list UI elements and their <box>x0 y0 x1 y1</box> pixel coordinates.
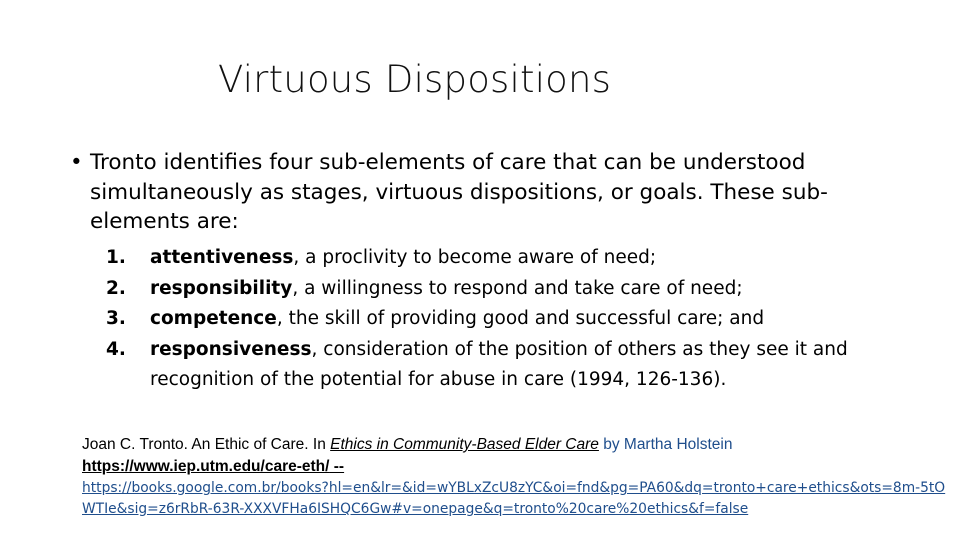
item-description: , the skill of providing good and successful care; and <box>276 308 765 329</box>
sub-elements-list <box>100 243 890 396</box>
item-number: 1. <box>106 247 126 268</box>
intro-bullet <box>70 148 870 237</box>
item-description: , a proclivity to become aware of need; <box>293 247 657 268</box>
item-term: responsibility <box>150 277 293 299</box>
citation-suffix: by Martha Holstein <box>598 436 733 453</box>
item-number: 4. <box>106 338 126 360</box>
citation-prefix: Joan C. Tronto. An Ethic of Care. In <box>82 436 331 453</box>
link-separator: -- <box>329 458 345 475</box>
item-term: responsiveness <box>150 338 312 360</box>
item-term: competence <box>150 308 277 329</box>
list-item <box>100 243 890 274</box>
list-item <box>100 274 890 305</box>
list-item <box>100 335 890 396</box>
bullet-marker: • <box>70 150 83 175</box>
iep-link[interactable]: https://www.iep.utm.edu/care-eth/ <box>82 458 330 475</box>
book-title-link[interactable]: Ethics in Community-Based Elder Care <box>330 436 599 453</box>
slide-title: Virtuous Dispositions <box>218 58 612 101</box>
item-number: 3. <box>106 308 126 329</box>
google-books-url-block <box>82 478 952 520</box>
citation <box>82 434 942 478</box>
item-term: attentiveness <box>150 247 294 268</box>
intro-text: Tronto identifies four sub-elements of care that can be understood simultaneously as stages, virtuous dispositions, or goals. These sub-elements are: <box>90 150 828 234</box>
item-description: , a willingness to respond and take care of need; <box>292 277 743 299</box>
item-number: 2. <box>106 277 126 299</box>
list-item <box>100 304 890 335</box>
item-description: , consideration of the position of others as they see it and recognition of the potential for abuse in care (1994, 126-136). <box>150 338 848 390</box>
google-books-link[interactable]: https://books.google.com.br/books?hl=en&lr=&id=wYBLxZcU8zYC&oi=fnd&pg=PA60&dq=tronto+care+ethics&ots=8m-5tOWTIe&sig=z6rRbR-63R-XXXVFHa6ISHQC6Gw#v=onepage&q=tronto%20care%20ethics&f=false <box>82 480 946 517</box>
